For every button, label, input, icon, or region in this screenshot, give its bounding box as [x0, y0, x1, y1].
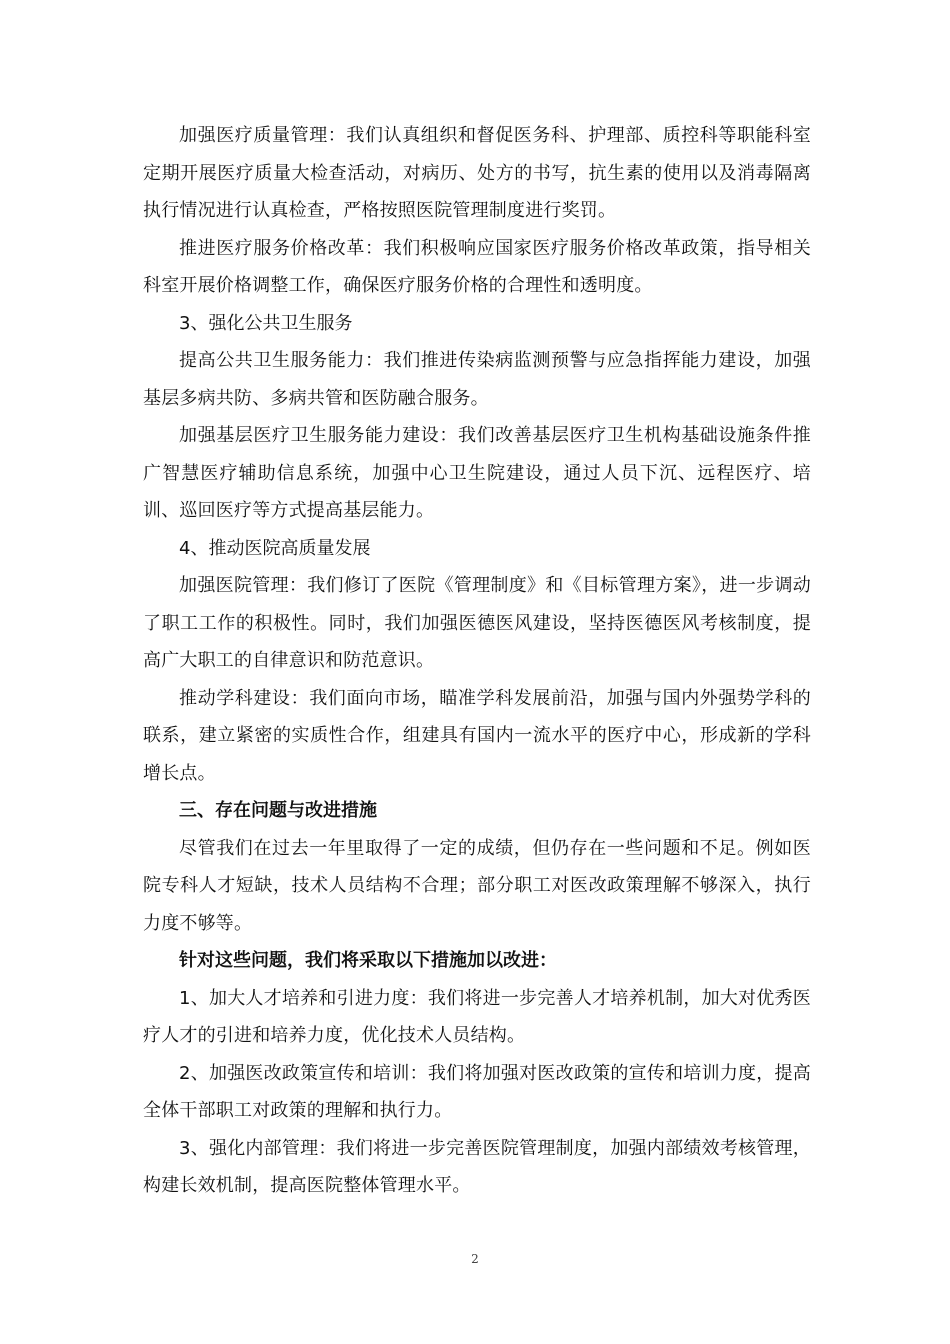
paragraph-quality-management: 加强医疗质量管理：我们认真组织和督促医务科、护理部、质控科等职能科室定期开展医疗质量大检查活动，对病历、处方的书写，抗生素的使用以及消毒隔离执行情况进行认真检查，严格按照医院管理制度进行奖罚。 — [143, 125, 811, 221]
paragraph-measure-internal-management: 3、强化内部管理：我们将进一步完善医院管理制度，加强内部绩效考核管理，构建长效机制，提高医院整体管理水平。 — [143, 1137, 811, 1196]
paragraph-public-health-capacity: 提高公共卫生服务能力：我们推进传染病监测预警与应急指挥能力建设，加强基层多病共防、多病共管和医防融合服务。 — [143, 350, 811, 409]
paragraph-measure-talent: 1、加大人才培养和引进力度：我们将进一步完善人才培养机制，加大对优秀医疗人才的引进和培养力度，优化技术人员结构。 — [143, 987, 811, 1046]
heading-public-health: 3、强化公共卫生服务 — [179, 312, 353, 334]
paragraph-grassroots-capacity: 加强基层医疗卫生服务能力建设：我们改善基层医疗卫生机构基础设施条件推广智慧医疗辅助信息系统，加强中心卫生院建设，通过人员下沉、远程医疗、培训、巡回医疗等方式提高基层能力。 — [143, 425, 811, 521]
document-body — [143, 117, 811, 1205]
paragraph-price-reform: 推进医疗服务价格改革：我们积极响应国家医疗服务价格改革政策，指导相关科室开展价格调整工作，确保医疗服务价格的合理性和透明度。 — [143, 237, 811, 296]
paragraph-problems: 尽管我们在过去一年里取得了一定的成绩，但仍存在一些问题和不足。例如医院专科人才短缺，技术人员结构不合理；部分职工对医改政策理解不够深入，执行力度不够等。 — [143, 837, 811, 934]
heading-problems-and-measures: 三、存在问题与改进措施 — [179, 800, 377, 821]
heading-improvement-intro: 针对这些问题，我们将采取以下措施加以改进： — [179, 950, 557, 971]
page-number: 2 — [471, 1252, 479, 1266]
heading-hospital-development: 4、推动医院高质量发展 — [179, 537, 371, 559]
paragraph-hospital-management: 加强医院管理：我们修订了医院《管理制度》和《目标管理方案》，进一步调动了职工工作的积极性。同时，我们加强医德医风建设，坚持医德医风考核制度，提高广大职工的自律意识和防范意识。 — [143, 575, 811, 671]
paragraph-discipline-building: 推动学科建设：我们面向市场，瞄准学科发展前沿，加强与国内外强势学科的联系，建立紧密的实质性合作，组建具有国内一流水平的医疗中心，形成新的学科增长点。 — [143, 687, 811, 784]
paragraph-measure-policy-training: 2、加强医改政策宣传和培训：我们将加强对医改政策的宣传和培训力度，提高全体干部职工对政策的理解和执行力。 — [143, 1062, 811, 1121]
